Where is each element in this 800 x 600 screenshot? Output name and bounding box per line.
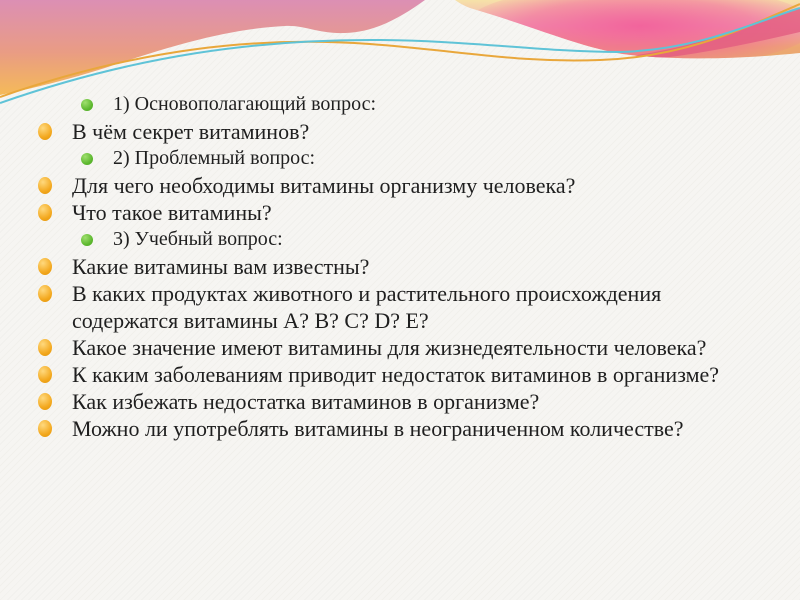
item-text: Какие витамины вам известны? [72, 254, 370, 279]
list-item [0, 172, 740, 199]
item-text: К каким заболеваниям приводит недостаток витаминов в организме? [72, 362, 720, 387]
item-text: Можно ли употреблять витамины в неограниченном количестве? [72, 416, 684, 441]
list-item [0, 253, 740, 280]
bullet-icon [38, 339, 52, 356]
list-item [0, 388, 740, 415]
item-text: Как избежать недостатка витаминов в организме? [72, 389, 540, 414]
list-item [0, 118, 740, 145]
list-item [0, 280, 740, 334]
bullet-icon [38, 420, 52, 437]
item-text: В каких продуктах животного и растительного происхождения содержатся витамины А? В? С? D? Е? [72, 281, 662, 333]
bullet-icon [81, 234, 93, 246]
bullet-icon [81, 153, 93, 165]
list-item [0, 226, 740, 253]
list-item [0, 145, 740, 172]
bullet-icon [38, 285, 52, 302]
bullet-icon [38, 177, 52, 194]
bullet-icon [38, 258, 52, 275]
list-item [0, 199, 740, 226]
bullet-icon [38, 393, 52, 410]
bullet-icon [81, 99, 93, 111]
item-text: Для чего необходимы витамины организму человека? [72, 173, 576, 198]
bullet-icon [38, 123, 52, 140]
list-item [0, 361, 740, 388]
list-item [0, 91, 740, 118]
item-text: 3) Учебный вопрос: [113, 228, 283, 250]
bullet-list [0, 91, 740, 442]
bullet-icon [38, 204, 52, 221]
list-item [0, 334, 740, 361]
item-text: 2) Проблемный вопрос: [113, 147, 316, 169]
item-text: В чём секрет витаминов? [72, 119, 310, 144]
list-item [0, 415, 740, 442]
item-text: 1) Основополагающий вопрос: [113, 93, 377, 115]
bullet-icon [38, 366, 52, 383]
item-text: Какое значение имеют витамины для жизнедеятельности человека? [72, 335, 707, 360]
item-text: Что такое витамины? [72, 200, 272, 225]
